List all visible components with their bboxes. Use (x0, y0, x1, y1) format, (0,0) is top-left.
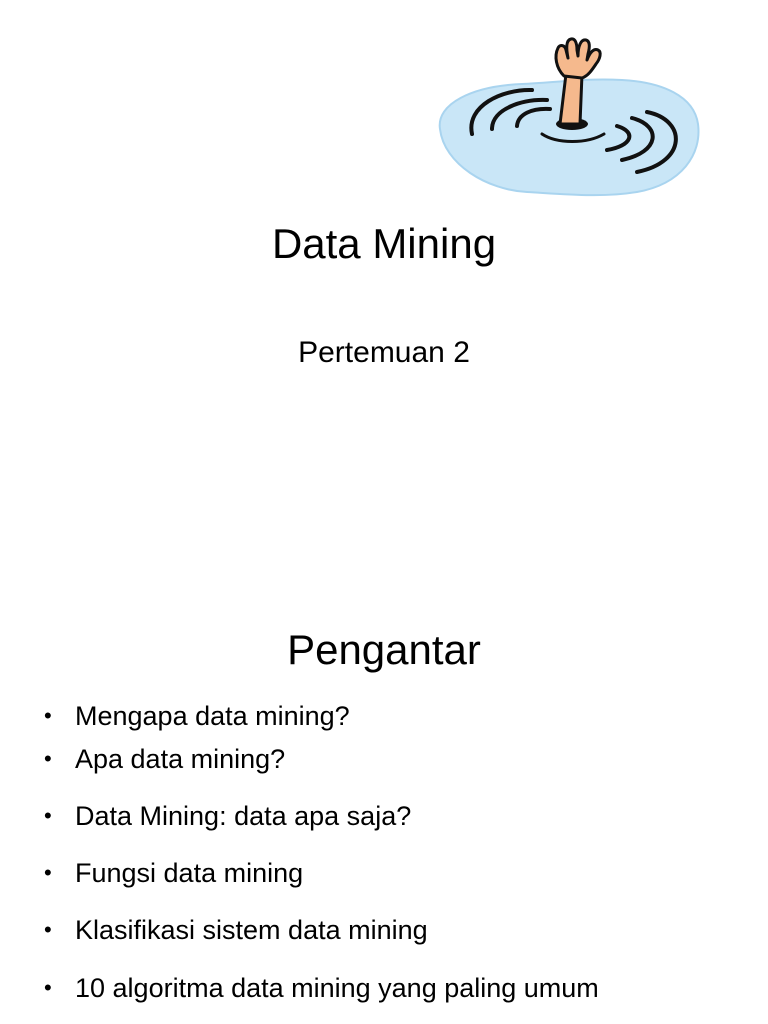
bullet-marker: • (44, 703, 52, 728)
bullet-text: 10 algoritma data mining yang paling umum (75, 973, 599, 1003)
bullet-marker: • (44, 746, 52, 771)
bullet-marker: • (44, 975, 52, 1000)
bullet-text: Data Mining: data apa saja? (75, 801, 412, 831)
bullet-item (44, 698, 744, 734)
bullet-item (44, 855, 744, 891)
bullet-text: Klasifikasi sistem data mining (75, 915, 428, 945)
bullet-item (44, 741, 744, 777)
bullet-text: Apa data mining? (75, 744, 286, 774)
bullet-marker: • (44, 917, 52, 942)
slide-title: Data Mining (271, 220, 497, 267)
bullet-text: Fungsi data mining (75, 858, 304, 888)
slide-title: Pengantar (287, 626, 481, 673)
bullet-item (44, 912, 744, 948)
slide-subtitle: Pertemuan 2 (298, 336, 470, 369)
bullet-marker: • (44, 860, 52, 885)
bullet-marker: • (44, 803, 52, 828)
bullet-text: Mengapa data mining? (75, 701, 350, 731)
bullet-item (44, 970, 744, 1006)
bullet-item (44, 798, 744, 834)
drowning-hand-icon (432, 34, 702, 200)
agenda-slide (0, 600, 768, 1024)
